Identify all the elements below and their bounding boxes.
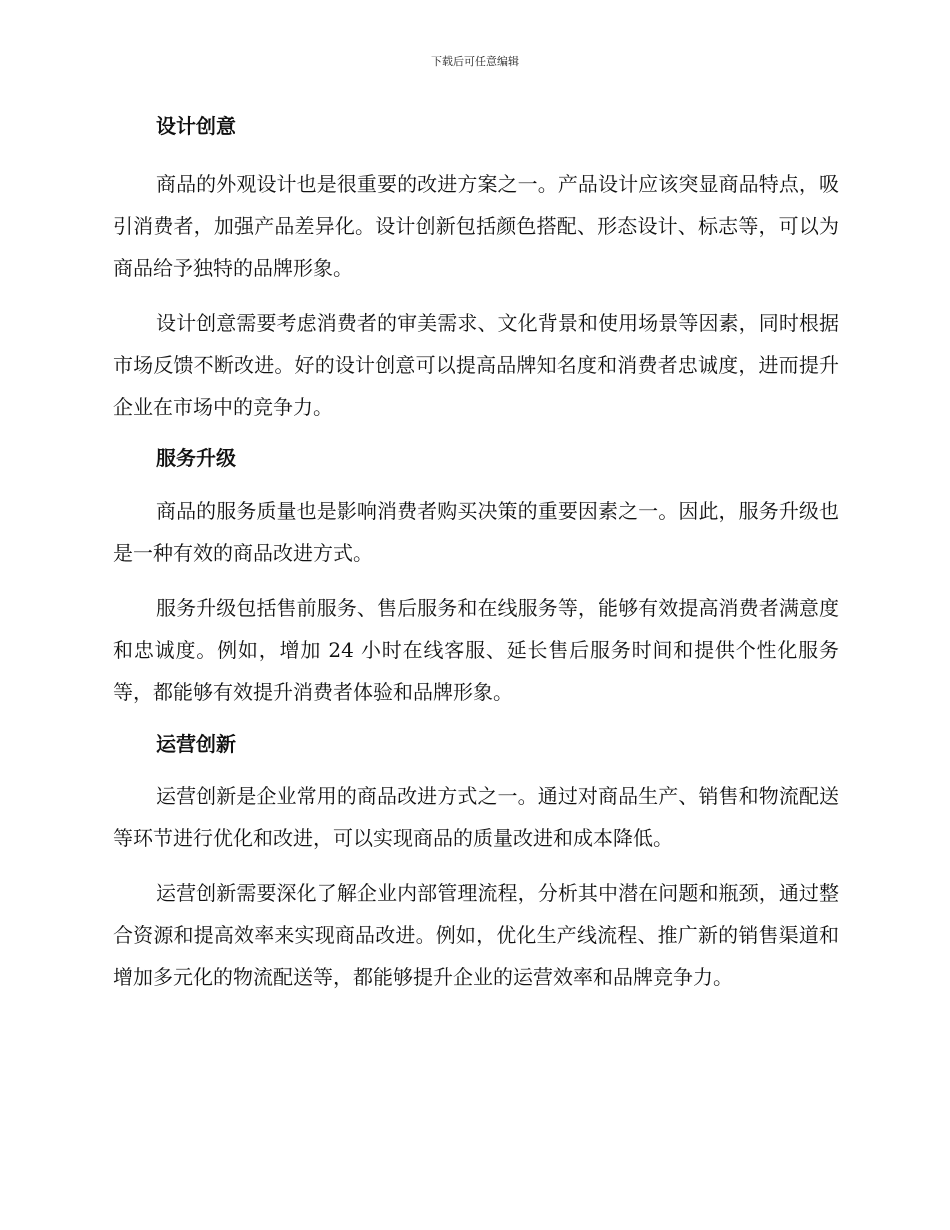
page-header: 下载后可任意编辑: [431, 55, 519, 68]
paragraph: 设计创意需要考虑消费者的审美需求、文化背景和使用场景等因素，同时根据市场反馈不断改进。好的设计创意可以提高品牌知名度和消费者忠诚度，进而提升企业在市场中的竞争力。: [113, 311, 839, 419]
paragraph: 运营创新需要深化了解企业内部管理流程，分析其中潜在问题和瓶颈，通过整合资源和提高效率来实现商品改进。例如，优化生产线流程、推广新的销售渠道和增加多元化的物流配送等，都能够提升企业的运营效率和品牌竞争力。: [113, 881, 839, 989]
paragraph: 运营创新是企业常用的商品改进方式之一。通过对商品生产、销售和物流配送等环节进行优化和改进，可以实现商品的质量改进和成本降低。: [113, 784, 839, 850]
section-operation-innovation: [113, 724, 839, 998]
section-design-creativity: [113, 106, 839, 428]
section-service-upgrade: [113, 438, 839, 713]
paragraph: 商品的服务质量也是影响消费者购买决策的重要因素之一。因此，服务升级也是一种有效的商品改进方式。: [113, 499, 839, 565]
section-heading: 设计创意: [156, 114, 236, 138]
paragraph: 服务升级包括售前服务、售后服务和在线服务等，能够有效提高消费者满意度和忠诚度。例如，增加 24 小时在线客服、延长售后服务时间和提供个性化服务等，都能够有效提升消费者体验和品牌形象。: [113, 596, 839, 704]
document-body: [113, 106, 839, 998]
section-heading: 运营创新: [156, 732, 236, 756]
section-heading: 服务升级: [156, 446, 236, 470]
paragraph: 商品的外观设计也是很重要的改进方案之一。产品设计应该突显商品特点，吸引消费者，加强产品差异化。设计创新包括颜色搭配、形态设计、标志等，可以为商品给予独特的品牌形象。: [113, 172, 839, 280]
